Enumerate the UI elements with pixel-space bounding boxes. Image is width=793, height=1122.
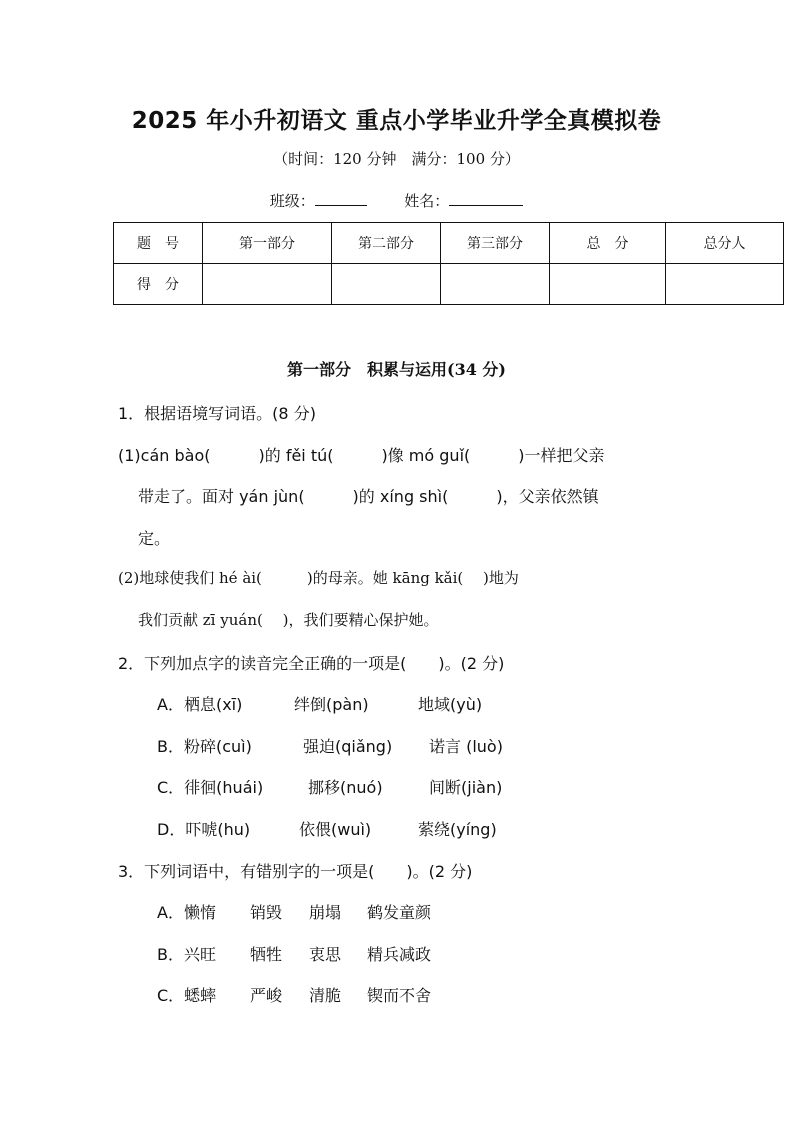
table-cell: 总分人 [666, 223, 784, 264]
option-item: 销毁 [250, 903, 283, 922]
question-1-line: 我们贡献 zī yuán( )，我们要精心保护她。 [138, 611, 439, 629]
table-row [114, 223, 784, 264]
option-row [157, 983, 431, 1006]
question-1-line: 带走了。面对 yán jùn( )的 xíng shì( )，父亲依然镇 [138, 487, 599, 506]
exam-info: （时间：120 分钟 满分：100 分） [273, 150, 520, 168]
option-item: C．蟋蟀 [157, 986, 217, 1005]
table-row [114, 264, 784, 305]
question-1-line: (1)cán bào( )的 fěi tú( )像 mó guǐ( )一样把父亲 [118, 446, 605, 465]
option-item: A．懒惰 [157, 903, 216, 922]
name-blank [449, 191, 523, 206]
score-cell [441, 264, 550, 305]
score-table [113, 222, 784, 305]
option-item: 绊倒(pàn) [294, 695, 369, 714]
option-row [157, 775, 502, 798]
option-item: 衷思 [309, 945, 342, 964]
option-item: 鹤发童颜 [367, 903, 432, 922]
option-item: B．粉碎(cuì) [157, 737, 252, 756]
option-item: 严峻 [250, 986, 283, 1005]
option-item: 地域(yù) [418, 695, 483, 714]
section-heading: 第一部分 积累与运用(34 分) [287, 360, 506, 379]
option-row [157, 734, 503, 757]
option-item: 强迫(qiǎng) [303, 737, 393, 756]
table-cell: 第三部分 [441, 223, 550, 264]
option-item: 清脆 [309, 986, 342, 1005]
option-item: 锲而不舍 [367, 986, 432, 1005]
name-label: 姓名： [404, 192, 450, 210]
table-cell: 总 分 [550, 223, 666, 264]
option-item: C．徘徊(huái) [157, 778, 264, 797]
table-cell: 第一部分 [203, 223, 332, 264]
score-cell [203, 264, 332, 305]
class-blank [315, 191, 367, 206]
question-2-stem: 2．下列加点字的读音完全正确的一项是( )。(2 分) [118, 654, 505, 673]
option-row [157, 900, 431, 923]
option-item: 间断(jiàn) [429, 778, 503, 797]
option-item: 萦绕(yíng) [418, 820, 497, 839]
option-item: A．栖息(xī) [157, 695, 243, 714]
student-info-row [0, 190, 793, 211]
table-cell: 题 号 [114, 223, 203, 264]
option-item: 精兵减政 [367, 945, 432, 964]
class-label: 班级： [269, 192, 315, 210]
page-title: 2025 年小升初语文 重点小学毕业升学全真模拟卷 [131, 108, 662, 134]
option-item: 依偎(wuì) [299, 820, 372, 839]
option-item: 牺牲 [250, 945, 283, 964]
table-cell: 得 分 [114, 264, 203, 305]
option-row [157, 692, 482, 715]
question-1-stem: 1．根据语境写词语。(8 分) [118, 404, 316, 423]
question-1-line: (2)地球使我们 hé ài( )的母亲。她 kāng kǎi( )地为 [118, 569, 519, 587]
option-item: 诺言 (luò) [429, 737, 503, 756]
table-cell: 第二部分 [332, 223, 441, 264]
option-item: D．吓唬(hu) [157, 820, 251, 839]
option-item: B．兴旺 [157, 945, 216, 964]
question-1-line: 定。 [138, 529, 171, 548]
question-3-stem: 3．下列词语中，有错别字的一项是( )。(2 分) [118, 862, 473, 881]
option-row [157, 942, 431, 965]
score-cell [666, 264, 784, 305]
option-row [157, 817, 497, 840]
score-cell [550, 264, 666, 305]
option-item: 崩塌 [309, 903, 342, 922]
score-cell [332, 264, 441, 305]
option-item: 挪移(nuó) [308, 778, 383, 797]
